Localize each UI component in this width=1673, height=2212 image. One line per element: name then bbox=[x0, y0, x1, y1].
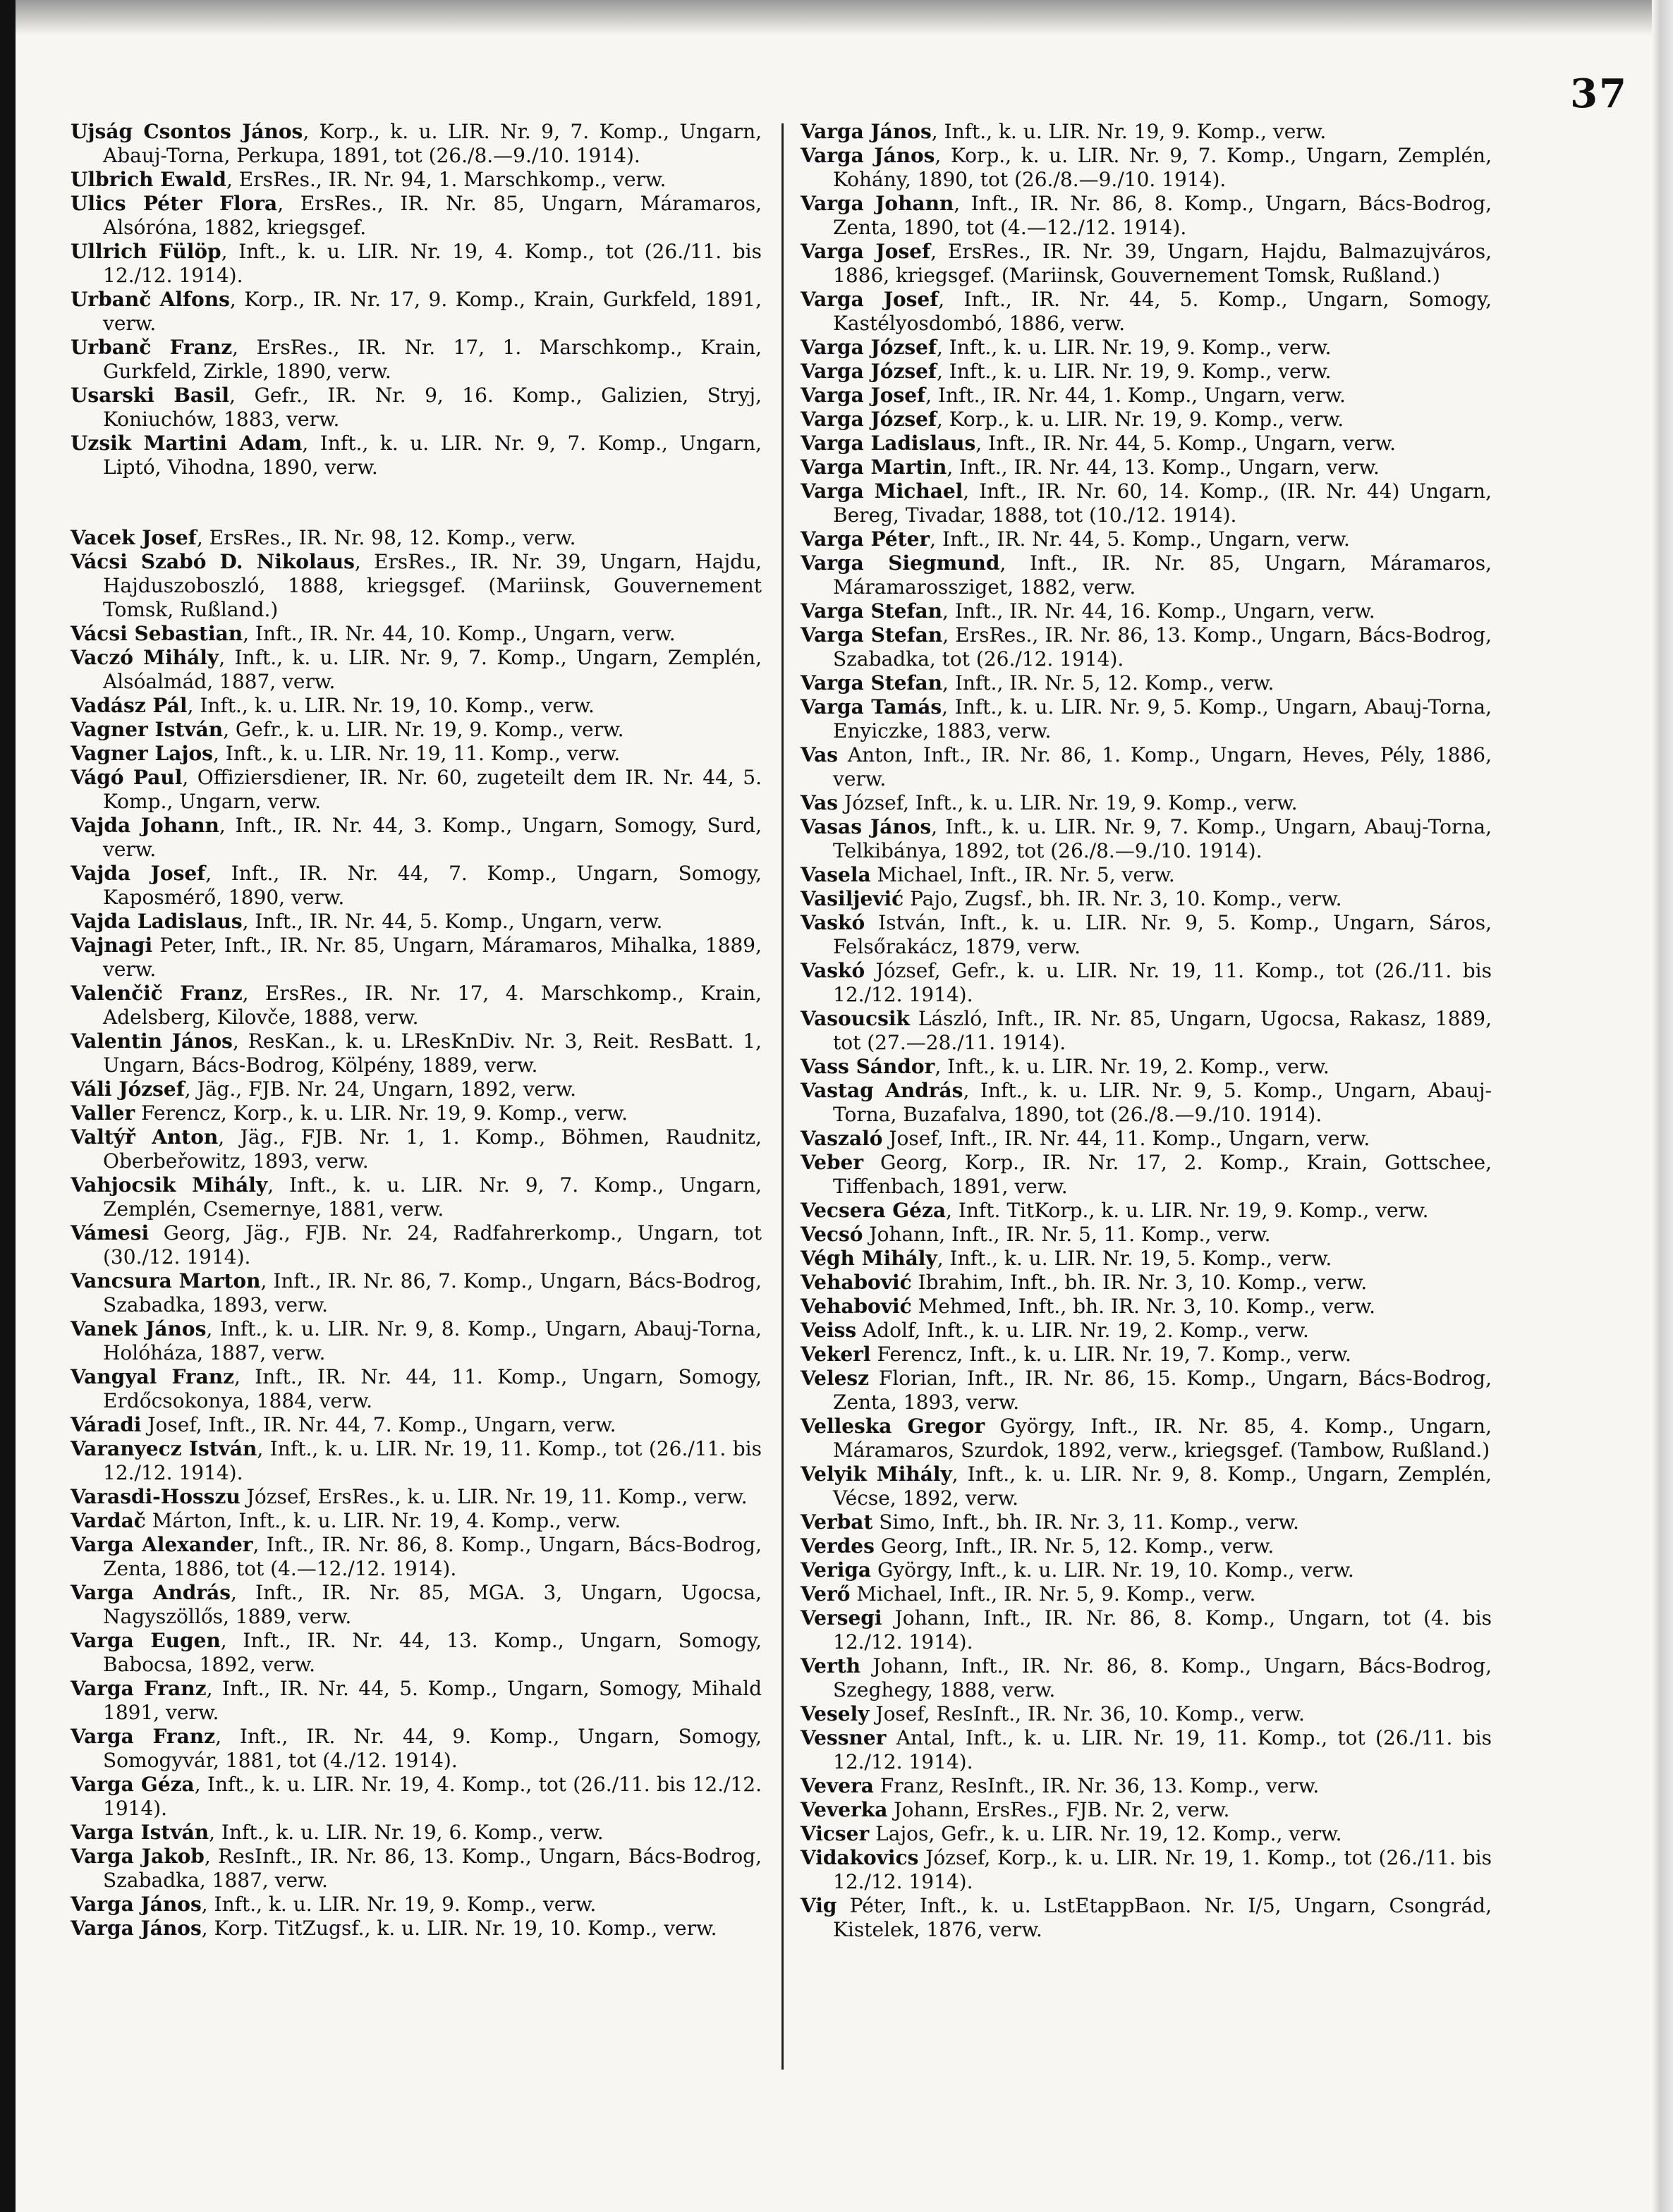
entry-details: , Inft., IR. Nr. 44, 5. Komp., Ungarn, Somogy, Kastélyosdombó, 1886, verw. bbox=[833, 288, 1492, 335]
entry-name: Vig bbox=[801, 1894, 837, 1917]
directory-entry bbox=[801, 695, 1492, 743]
entry-name: Varga István bbox=[71, 1821, 209, 1844]
directory-entry bbox=[801, 1894, 1492, 1942]
entry-name: Vecsera Géza bbox=[801, 1199, 947, 1222]
entry-name: Vajda Ladislaus bbox=[71, 910, 243, 933]
entry-name: Vágó Paul bbox=[71, 766, 183, 789]
directory-entry bbox=[801, 192, 1492, 240]
directory-entry bbox=[71, 766, 762, 814]
entry-name: Varga Géza bbox=[71, 1773, 195, 1796]
entry-name: Vaszaló bbox=[801, 1127, 883, 1150]
directory-entry bbox=[71, 1077, 762, 1101]
entry-details: , Inft., k. u. LIR. Nr. 19, 4. Komp., tot (26./11. bis 12./12. 1914). bbox=[103, 1773, 762, 1820]
entry-name: Varga Alexander bbox=[71, 1533, 253, 1556]
directory-entry bbox=[71, 982, 762, 1029]
entry-name: Vessner bbox=[801, 1726, 887, 1749]
entry-details: , ResInft., IR. Nr. 86, 13. Komp., Ungarn, Bács-Bodrog, Szabadka, 1887, verw. bbox=[103, 1845, 762, 1892]
directory-entry bbox=[71, 1413, 762, 1437]
directory-entry bbox=[71, 1317, 762, 1365]
entry-details: József, ErsRes., k. u. LIR. Nr. 19, 11. Komp., verw. bbox=[240, 1485, 748, 1508]
directory-entry bbox=[71, 910, 762, 934]
entry-name: Vangyal Franz bbox=[71, 1365, 234, 1388]
entry-name: Verbat bbox=[801, 1510, 873, 1534]
entry-name: Varga Franz bbox=[71, 1725, 216, 1748]
entry-name: Verth bbox=[801, 1654, 861, 1678]
directory-entry bbox=[801, 1199, 1492, 1223]
entry-name: Vicser bbox=[801, 1822, 870, 1845]
entry-name: Vesely bbox=[801, 1702, 870, 1725]
entry-details: , Inft., IR. Nr. 85, MGA. 3, Ungarn, Ugocsa, Nagyszöllős, 1889, verw. bbox=[103, 1581, 762, 1628]
directory-entry bbox=[71, 862, 762, 910]
directory-entry bbox=[801, 815, 1492, 863]
entry-name: Varasdi-Hosszu bbox=[71, 1485, 241, 1508]
entry-name: Varga József bbox=[801, 408, 937, 431]
entry-details: , Inft., IR. Nr. 86, 7. Komp., Ungarn, Bács-Bodrog, Szabadka, 1893, verw. bbox=[103, 1269, 762, 1316]
entry-details: , Offiziersdiener, IR. Nr. 60, zugeteilt dem IR. Nr. 44, 5. Komp., Ungarn, verw. bbox=[103, 766, 762, 813]
directory-entry bbox=[801, 791, 1492, 815]
entry-details: József, Korp., k. u. LIR. Nr. 19, 1. Komp., tot (26./11. bis 12./12. 1914). bbox=[833, 1846, 1492, 1893]
entry-name: Vadász Pál bbox=[71, 694, 188, 717]
directory-entry bbox=[71, 1365, 762, 1413]
entry-name: Varga Stefan bbox=[801, 671, 943, 695]
entry-name: Velyik Mihály bbox=[801, 1462, 952, 1486]
directory-entry bbox=[801, 1582, 1492, 1606]
directory-entry bbox=[801, 1654, 1492, 1702]
entry-details: , Inft., IR. Nr. 5, 12. Komp., verw. bbox=[942, 671, 1274, 695]
entry-name: Váli József bbox=[71, 1077, 185, 1101]
entry-name: Varga Stefan bbox=[801, 623, 943, 647]
directory-entry bbox=[71, 288, 762, 336]
directory-entry bbox=[801, 959, 1492, 1007]
entry-details: , Inft., IR. Nr. 44, 1. Komp., Ungarn, verw. bbox=[925, 384, 1346, 407]
entry-details: Michael, Inft., IR. Nr. 5, 9. Komp., verw. bbox=[850, 1582, 1256, 1606]
directory-entry bbox=[801, 1319, 1492, 1343]
entry-details: , Inft., k. u. LIR. Nr. 9, 8. Komp., Ungarn, Abauj-Torna, Holóháza, 1887, verw. bbox=[103, 1317, 762, 1364]
entry-name: Vajda Johann bbox=[71, 814, 219, 837]
entry-name: Varga András bbox=[71, 1581, 231, 1604]
entry-details: , Jäg., FJB. Nr. 1, 1. Komp., Böhmen, Raudnitz, Oberbeřowitz, 1893, verw. bbox=[103, 1125, 762, 1173]
entry-details: , Inft., k. u. LIR. Nr. 19, 9. Komp., verw. bbox=[931, 120, 1327, 143]
directory-entry bbox=[801, 1558, 1492, 1582]
entry-details: , Inft., IR. Nr. 44, 16. Komp., Ungarn, verw. bbox=[942, 599, 1375, 623]
directory-entry bbox=[801, 863, 1492, 887]
entry-details: , Inft., IR. Nr. 44, 5. Komp., Ungarn, Somogy, Mihald 1891, verw. bbox=[103, 1677, 762, 1724]
entry-name: Varga Franz bbox=[71, 1677, 207, 1700]
entry-name: Ullrich Fülöp bbox=[71, 240, 221, 263]
directory-entry bbox=[801, 527, 1492, 551]
entry-name: Vas bbox=[801, 743, 839, 766]
entry-name: Varga Péter bbox=[801, 527, 930, 551]
entry-name: Vagner István bbox=[71, 718, 224, 741]
entry-name: Varga Michael bbox=[801, 479, 963, 503]
directory-entry bbox=[801, 336, 1492, 360]
directory-entry bbox=[801, 1367, 1492, 1414]
entry-name: Vagner Lajos bbox=[71, 742, 213, 765]
entry-details: , Inft., IR. Nr. 60, 14. Komp., (IR. Nr. 44) Ungarn, Bereg, Tivadar, 1888, tot (10./12. 1914). bbox=[833, 479, 1492, 527]
entry-name: Vasiljević bbox=[801, 887, 904, 910]
entry-details: Johann, Inft., IR. Nr. 86, 8. Komp., Ungarn, tot (4. bis 12./12. 1914). bbox=[833, 1606, 1492, 1654]
entry-details: Mehmed, Inft., bh. IR. Nr. 3, 10. Komp., verw. bbox=[911, 1295, 1375, 1318]
entry-details: , Gefr., k. u. LIR. Nr. 19, 9. Komp., verw. bbox=[223, 718, 624, 741]
entry-details: , Inft., k. u. LIR. Nr. 19, 11. Komp., tot (26./11. bis 12./12. 1914). bbox=[103, 1437, 762, 1484]
entry-name: Varga János bbox=[801, 120, 932, 143]
entry-details: , Inft., k. u. LIR. Nr. 9, 7. Komp., Ungarn, Zemplén, Alsóalmád, 1887, verw. bbox=[103, 646, 762, 693]
entry-details: , Inft., IR. Nr. 44, 3. Komp., Ungarn, Somogy, Surd, verw. bbox=[103, 814, 762, 861]
entry-details: Simo, Inft., bh. IR. Nr. 3, 11. Komp., verw. bbox=[872, 1510, 1299, 1534]
directory-entry bbox=[71, 646, 762, 694]
entry-details: Ferencz, Korp., k. u. LIR. Nr. 19, 9. Komp., verw. bbox=[135, 1101, 628, 1125]
entry-name: Varga József bbox=[801, 360, 937, 383]
entry-details: , Inft., k. u. LIR. Nr. 9, 5. Komp., Ungarn, Abauj-Torna, Enyiczke, 1883, verw. bbox=[833, 695, 1492, 743]
entry-name: Varga János bbox=[71, 1893, 202, 1916]
entry-name: Vastag András bbox=[801, 1079, 963, 1102]
directory-entry bbox=[801, 599, 1492, 623]
directory-entry bbox=[801, 1774, 1492, 1798]
section-gap bbox=[71, 479, 762, 526]
entry-details: , Korp., k. u. LIR. Nr. 9, 7. Komp., Ungarn, Abauj-Torna, Perkupa, 1891, tot (26./8.—9./10. 1914). bbox=[103, 120, 762, 167]
entry-name: Valler bbox=[71, 1101, 135, 1125]
entry-name: Valenčič Franz bbox=[71, 982, 243, 1005]
directory-entry bbox=[801, 1079, 1492, 1127]
directory-entry bbox=[801, 911, 1492, 959]
entry-name: Varga József bbox=[801, 336, 937, 359]
entry-name: Vecsó bbox=[801, 1223, 863, 1246]
directory-entry bbox=[801, 1295, 1492, 1319]
entry-name: Varga Eugen bbox=[71, 1629, 221, 1652]
directory-entry bbox=[71, 1773, 762, 1821]
directory-entry bbox=[71, 550, 762, 622]
directory-entry bbox=[71, 1437, 762, 1485]
entry-details: Florian, Inft., IR. Nr. 86, 15. Komp., Ungarn, Bács-Bodrog, Zenta, 1893, verw. bbox=[833, 1367, 1492, 1414]
scan-edge-left bbox=[0, 0, 16, 2212]
directory-entry bbox=[801, 360, 1492, 384]
right-column bbox=[801, 120, 1492, 1942]
directory-entry bbox=[801, 1247, 1492, 1271]
entry-name: Urbanč Alfons bbox=[71, 288, 230, 311]
directory-entry bbox=[71, 934, 762, 982]
entry-name: Varga Stefan bbox=[801, 599, 943, 623]
entry-details: , Inft., IR. Nr. 44, 13. Komp., Ungarn, verw. bbox=[947, 456, 1380, 479]
entry-name: Vacek Josef bbox=[71, 526, 197, 549]
directory-entry bbox=[801, 887, 1492, 911]
directory-entry bbox=[71, 526, 762, 550]
directory-entry bbox=[71, 814, 762, 862]
entry-name: Vahjocsik Mihály bbox=[71, 1173, 268, 1197]
directory-entry bbox=[71, 336, 762, 384]
entry-name: Velesz bbox=[801, 1367, 870, 1390]
entry-name: Ujság Csontos János bbox=[71, 120, 303, 143]
directory-entry bbox=[801, 1534, 1492, 1558]
entry-details: Péter, Inft., k. u. LstEtappBaon. Nr. I/5, Ungarn, Csongrád, Kistelek, 1876, verw. bbox=[833, 1894, 1492, 1941]
scan-edge-top bbox=[0, 0, 1673, 35]
entry-details: György, Inft., IR. Nr. 85, 4. Komp., Ungarn, Máramaros, Szurdok, 1892, verw., kriegsgef. (Tambow, Rußland.) bbox=[833, 1414, 1492, 1462]
entry-details: Josef, Inft., IR. Nr. 44, 11. Komp., Ungarn, verw. bbox=[882, 1127, 1370, 1150]
directory-entry bbox=[801, 240, 1492, 288]
entry-details: , Gefr., IR. Nr. 9, 16. Komp., Galizien, Stryj, Koniuchów, 1883, verw. bbox=[103, 384, 762, 431]
entry-details: , ErsRes., IR. Nr. 86, 13. Komp., Ungarn, Bács-Bodrog, Szabadka, tot (26./12. 1914). bbox=[833, 623, 1492, 671]
entry-name: Vajnagi bbox=[71, 934, 153, 957]
entry-name: Varga Josef bbox=[801, 384, 926, 407]
entry-details: , ResKan., k. u. LResKnDiv. Nr. 3, Reit. ResBatt. 1, Ungarn, Bács-Bodrog, Kölpény, 1889, verw. bbox=[103, 1029, 762, 1077]
entry-details: Johann, Inft., IR. Nr. 5, 11. Komp., verw. bbox=[863, 1223, 1271, 1246]
entry-details: , Inft., k. u. LIR. Nr. 19, 4. Komp., tot (26./11. bis 12./12. 1914). bbox=[103, 240, 762, 287]
entry-details: , Korp. TitZugsf., k. u. LIR. Nr. 19, 10. Komp., verw. bbox=[201, 1917, 717, 1940]
entry-details: Georg, Inft., IR. Nr. 5, 12. Komp., verw. bbox=[874, 1534, 1274, 1558]
entry-details: Georg, Korp., IR. Nr. 17, 2. Komp., Krain, Gottschee, Tiffenbach, 1891, verw. bbox=[833, 1151, 1492, 1198]
directory-entry bbox=[801, 479, 1492, 527]
directory-entry bbox=[71, 1893, 762, 1917]
directory-entry bbox=[801, 1726, 1492, 1774]
entry-name: Versegi bbox=[801, 1606, 882, 1630]
directory-entry bbox=[801, 1151, 1492, 1199]
entry-name: Vaczó Mihály bbox=[71, 646, 219, 669]
entry-details: , Korp., IR. Nr. 17, 9. Komp., Krain, Gurkfeld, 1891, verw. bbox=[103, 288, 762, 335]
entry-name: Varga Tamás bbox=[801, 695, 942, 719]
entry-details: , Korp., k. u. LIR. Nr. 19, 9. Komp., verw. bbox=[936, 408, 1344, 431]
directory-entry bbox=[71, 1725, 762, 1773]
scan-edge-right bbox=[1652, 0, 1673, 2212]
entry-name: Végh Mihály bbox=[801, 1247, 937, 1270]
entry-details: , Inft., k. u. LIR. Nr. 9, 7. Komp., Ungarn, Zemplén, Csemernye, 1881, verw. bbox=[103, 1173, 762, 1221]
entry-name: Varga Johann bbox=[801, 192, 954, 215]
directory-entry bbox=[71, 1917, 762, 1941]
entry-details: , Inft., IR. Nr. 44, 11. Komp., Ungarn, Somogy, Erdőcsokonya, 1884, verw. bbox=[103, 1365, 762, 1412]
entry-name: Vácsi Sebastian bbox=[71, 622, 243, 645]
entry-name: Veriga bbox=[801, 1558, 872, 1582]
entry-details: , Inft., k. u. LIR. Nr. 19, 6. Komp., verw. bbox=[209, 1821, 604, 1844]
entry-details: Ferencz, Inft., k. u. LIR. Nr. 19, 7. Komp., verw. bbox=[870, 1343, 1351, 1366]
entry-details: Peter, Inft., IR. Nr. 85, Ungarn, Máramaros, Mihalka, 1889, verw. bbox=[103, 934, 762, 981]
entry-details: , Inft., k. u. LIR. Nr. 19, 11. Komp., verw. bbox=[212, 742, 621, 765]
entry-name: Ulbrich Ewald bbox=[71, 168, 226, 191]
entry-name: Varga Ladislaus bbox=[801, 432, 976, 455]
directory-entry bbox=[801, 1271, 1492, 1295]
entry-name: Ulics Péter Flora bbox=[71, 192, 278, 215]
directory-entry bbox=[801, 1822, 1492, 1846]
entry-details: Márton, Inft., k. u. LIR. Nr. 19, 4. Komp., verw. bbox=[145, 1509, 621, 1532]
entry-details: , ErsRes., IR. Nr. 39, Ungarn, Hajdu, Hajduszoboszló, 1888, kriegsgef. (Mariinsk, Gouvernement Tomsk, Rußland.) bbox=[103, 550, 762, 621]
entry-details: , Inft., k. u. LIR. Nr. 19, 9. Komp., verw. bbox=[936, 336, 1332, 359]
entry-name: Valtýř Anton bbox=[71, 1125, 219, 1149]
entry-name: Verő bbox=[801, 1582, 851, 1606]
entry-details: , Inft., IR. Nr. 44, 5. Komp., Ungarn, verw. bbox=[242, 910, 663, 933]
directory-entry bbox=[71, 1221, 762, 1269]
directory-entry bbox=[71, 718, 762, 742]
directory-entry bbox=[71, 1533, 762, 1581]
entry-details: József, Inft., k. u. LIR. Nr. 19, 9. Komp., verw. bbox=[838, 791, 1298, 814]
entry-name: Vaskó bbox=[801, 959, 865, 982]
entry-details: , ErsRes., IR. Nr. 17, 1. Marschkomp., Krain, Gurkfeld, Zirkle, 1890, verw. bbox=[103, 336, 762, 383]
directory-entry bbox=[71, 240, 762, 288]
directory-entry bbox=[71, 1821, 762, 1845]
entry-details: Michael, Inft., IR. Nr. 5, verw. bbox=[870, 863, 1175, 886]
column-divider bbox=[781, 123, 784, 2070]
directory-entry bbox=[801, 1702, 1492, 1726]
entry-details: , Inft., IR. Nr. 86, 8. Komp., Ungarn, Bács-Bodrog, Zenta, 1886, tot (4.—12./12. 1914). bbox=[103, 1533, 762, 1580]
directory-entry bbox=[71, 1125, 762, 1173]
entry-details: Anton, Inft., IR. Nr. 86, 1. Komp., Ungarn, Heves, Pély, 1886, verw. bbox=[833, 743, 1492, 790]
directory-entry bbox=[801, 1606, 1492, 1654]
entry-name: Vanek János bbox=[71, 1317, 207, 1340]
entry-name: Varga János bbox=[71, 1917, 202, 1940]
entry-details: Adolf, Inft., k. u. LIR. Nr. 19, 2. Komp., verw. bbox=[856, 1319, 1309, 1342]
entry-details: György, Inft., k. u. LIR. Nr. 19, 10. Komp., verw. bbox=[871, 1558, 1354, 1582]
entry-name: Vass Sándor bbox=[801, 1055, 935, 1078]
entry-details: , Inft., k. u. LIR. Nr. 19, 5. Komp., verw. bbox=[937, 1247, 1332, 1270]
directory-entry bbox=[71, 1581, 762, 1629]
directory-entry bbox=[71, 1509, 762, 1533]
entry-details: , Inft., IR. Nr. 44, 5. Komp., Ungarn, verw. bbox=[975, 432, 1397, 455]
directory-entry bbox=[801, 1510, 1492, 1534]
directory-entry bbox=[71, 1173, 762, 1221]
directory-entry bbox=[801, 1414, 1492, 1462]
directory-entry bbox=[801, 384, 1492, 408]
entry-details: , ErsRes., IR. Nr. 85, Ungarn, Máramaros, Alsóróna, 1882, kriegsgef. bbox=[103, 192, 762, 239]
directory-entry bbox=[71, 1845, 762, 1893]
entry-details: , Inft., k. u. LIR. Nr. 19, 9. Komp., verw. bbox=[936, 360, 1332, 383]
directory-entry bbox=[801, 120, 1492, 144]
left-column bbox=[71, 120, 762, 1941]
entry-name: Uzsik Martini Adam bbox=[71, 432, 303, 455]
entry-details: , Inft., k. u. LIR. Nr. 9, 8. Komp., Ungarn, Zemplén, Vécse, 1892, verw. bbox=[833, 1462, 1492, 1510]
entry-details: , Inft., k. u. LIR. Nr. 9, 7. Komp., Ungarn, Liptó, Vihodna, 1890, verw. bbox=[103, 432, 762, 479]
directory-entry bbox=[801, 1343, 1492, 1367]
entry-details: , Inft., IR. Nr. 44, 13. Komp., Ungarn, Somogy, Babocsa, 1892, verw. bbox=[103, 1629, 762, 1676]
entry-name: Vaskó bbox=[801, 911, 865, 934]
entry-name: Vidakovics bbox=[801, 1846, 919, 1869]
entry-name: Vasoucsik bbox=[801, 1007, 910, 1030]
entry-name: Vas bbox=[801, 791, 839, 814]
entry-name: Vardač bbox=[71, 1509, 146, 1532]
entry-details: Lajos, Gefr., k. u. LIR. Nr. 19, 12. Komp., verw. bbox=[869, 1822, 1342, 1845]
directory-entry bbox=[801, 743, 1492, 791]
entry-details: Josef, ResInft., IR. Nr. 36, 10. Komp., verw. bbox=[869, 1702, 1305, 1725]
directory-entry bbox=[801, 1223, 1492, 1247]
entry-name: Velleska Gregor bbox=[801, 1414, 985, 1438]
directory-entry bbox=[71, 1677, 762, 1725]
entry-name: Urbanč Franz bbox=[71, 336, 233, 359]
entry-name: Vasela bbox=[801, 863, 871, 886]
entry-details: Georg, Jäg., FJB. Nr. 24, Radfahrerkomp., Ungarn, tot (30./12. 1914). bbox=[103, 1221, 762, 1269]
entry-name: Vámesi bbox=[71, 1221, 150, 1245]
directory-entry bbox=[71, 1269, 762, 1317]
entry-name: Varanyecz István bbox=[71, 1437, 257, 1460]
directory-entry bbox=[71, 432, 762, 479]
entry-details: Ibrahim, Inft., bh. IR. Nr. 3, 10. Komp., verw. bbox=[911, 1271, 1368, 1294]
entry-details: Antal, Inft., k. u. LIR. Nr. 19, 11. Komp., tot (26./11. bis 12./12. 1914). bbox=[833, 1726, 1492, 1773]
entry-name: Varga János bbox=[801, 144, 935, 167]
entry-details: Johann, ErsRes., FJB. Nr. 2, verw. bbox=[887, 1798, 1230, 1821]
entry-name: Usarski Basil bbox=[71, 384, 230, 407]
entry-name: Vasas János bbox=[801, 815, 932, 838]
entry-details: , Inft., k. u. LIR. Nr. 19, 2. Komp., verw. bbox=[935, 1055, 1330, 1078]
directory-entry bbox=[801, 551, 1492, 599]
directory-entry bbox=[801, 408, 1492, 432]
entry-details: , Inft. TitKorp., k. u. LIR. Nr. 19, 9. Komp., verw. bbox=[946, 1199, 1429, 1222]
entry-details: , Korp., k. u. LIR. Nr. 9, 7. Komp., Ungarn, Zemplén, Kohány, 1890, tot (26./8.—9./10. 1914). bbox=[833, 144, 1492, 191]
entry-details: Johann, Inft., IR. Nr. 86, 8. Komp., Ungarn, Bács-Bodrog, Szeghegy, 1888, verw. bbox=[833, 1654, 1492, 1701]
entry-name: Valentin János bbox=[71, 1029, 233, 1053]
entry-details: László, Inft., IR. Nr. 85, Ungarn, Ugocsa, Rakasz, 1889, tot (27.—28./11. 1914). bbox=[833, 1007, 1492, 1054]
directory-entry bbox=[71, 622, 762, 646]
directory-entry bbox=[71, 120, 762, 168]
directory-entry bbox=[801, 623, 1492, 671]
entry-name: Verdes bbox=[801, 1534, 875, 1558]
directory-entry bbox=[71, 384, 762, 432]
directory-entry bbox=[71, 1485, 762, 1509]
directory-entry bbox=[801, 1798, 1492, 1822]
entry-details: , Inft., k. u. LIR. Nr. 9, 5. Komp., Ungarn, Abauj-Torna, Buzafalva, 1890, tot (26./8.—9./10. 1914). bbox=[833, 1079, 1492, 1126]
directory-entry bbox=[801, 1055, 1492, 1079]
directory-entry bbox=[801, 432, 1492, 456]
entry-details: Josef, Inft., IR. Nr. 44, 7. Komp., Ungarn, verw. bbox=[141, 1413, 616, 1436]
entry-name: Vancsura Marton bbox=[71, 1269, 261, 1293]
directory-entry bbox=[801, 1846, 1492, 1894]
directory-entry bbox=[71, 168, 762, 192]
directory-entry bbox=[801, 1007, 1492, 1055]
entry-details: Franz, ResInft., IR. Nr. 36, 13. Komp., verw. bbox=[873, 1774, 1320, 1797]
entry-details: , ErsRes., IR. Nr. 94, 1. Marschkomp., verw. bbox=[226, 168, 667, 191]
entry-details: , ErsRes., IR. Nr. 98, 12. Komp., verw. bbox=[196, 526, 576, 549]
entry-name: Vajda Josef bbox=[71, 862, 206, 885]
directory-entry bbox=[71, 192, 762, 240]
entry-details: , Inft., k. u. LIR. Nr. 9, 7. Komp., Ungarn, Abauj-Torna, Telkibánya, 1892, tot (26./8.—9./10. 1914). bbox=[833, 815, 1492, 862]
directory-entry bbox=[71, 1029, 762, 1077]
directory-entry bbox=[71, 694, 762, 718]
entry-name: Váradi bbox=[71, 1413, 142, 1436]
directory-entry bbox=[801, 671, 1492, 695]
page-number: 37 bbox=[1570, 71, 1628, 117]
entry-name: Vekerl bbox=[801, 1343, 871, 1366]
entry-details: József, Gefr., k. u. LIR. Nr. 19, 11. Komp., tot (26./11. bis 12./12. 1914). bbox=[833, 959, 1492, 1006]
directory-entry bbox=[71, 742, 762, 766]
entry-details: , Inft., k. u. LIR. Nr. 19, 9. Komp., verw. bbox=[201, 1893, 597, 1916]
entry-name: Vevera bbox=[801, 1774, 874, 1797]
entry-details: , Inft., IR. Nr. 44, 7. Komp., Ungarn, Somogy, Kaposmérő, 1890, verw. bbox=[103, 862, 762, 909]
entry-name: Varga Siegmund bbox=[801, 551, 1000, 575]
entry-name: Vehabović bbox=[801, 1271, 912, 1294]
entry-details: , Inft., IR. Nr. 44, 5. Komp., Ungarn, verw. bbox=[930, 527, 1350, 551]
entry-details: , Jäg., FJB. Nr. 24, Ungarn, 1892, verw. bbox=[184, 1077, 577, 1101]
directory-entry bbox=[801, 144, 1492, 192]
directory-entry bbox=[801, 1462, 1492, 1510]
directory-entry bbox=[801, 1127, 1492, 1151]
entry-name: Varga Martin bbox=[801, 456, 947, 479]
entry-name: Varga Jakob bbox=[71, 1845, 205, 1868]
entry-details: , Inft., IR. Nr. 86, 8. Komp., Ungarn, Bács-Bodrog, Zenta, 1890, tot (4.—12./12. 1914). bbox=[833, 192, 1492, 239]
entry-name: Veiss bbox=[801, 1319, 857, 1342]
directory-entry bbox=[801, 456, 1492, 479]
entry-details: , Inft., IR. Nr. 44, 10. Komp., Ungarn, verw. bbox=[243, 622, 676, 645]
entry-details: , ErsRes., IR. Nr. 39, Ungarn, Hajdu, Balmazujváros, 1886, kriegsgef. (Mariinsk, Gouvernement Tomsk, Rußland.) bbox=[833, 240, 1492, 287]
entry-name: Veber bbox=[801, 1151, 864, 1174]
directory-entry bbox=[801, 288, 1492, 336]
entry-name: Veverka bbox=[801, 1798, 888, 1821]
directory-entry bbox=[71, 1101, 762, 1125]
entry-details: , Inft., k. u. LIR. Nr. 19, 10. Komp., verw. bbox=[187, 694, 595, 717]
entry-details: Pajo, Zugsf., bh. IR. Nr. 3, 10. Komp., verw. bbox=[904, 887, 1342, 910]
entry-details: István, Inft., k. u. LIR. Nr. 9, 5. Komp., Ungarn, Sáros, Felsőrakácz, 1879, verw. bbox=[833, 911, 1492, 958]
directory-entry bbox=[71, 1629, 762, 1677]
entry-details: , ErsRes., IR. Nr. 17, 4. Marschkomp., Krain, Adelsberg, Kilovče, 1888, verw. bbox=[103, 982, 762, 1029]
entry-name: Vehabović bbox=[801, 1295, 912, 1318]
entry-details: , Inft., IR. Nr. 44, 9. Komp., Ungarn, Somogy, Somogyvár, 1881, tot (4./12. 1914). bbox=[103, 1725, 762, 1772]
entry-details: , Inft., IR. Nr. 85, Ungarn, Máramaros, Máramarossziget, 1882, verw. bbox=[833, 551, 1492, 599]
entry-name: Vácsi Szabó D. Nikolaus bbox=[71, 550, 355, 573]
entry-name: Varga Josef bbox=[801, 240, 931, 263]
entry-name: Varga Josef bbox=[801, 288, 939, 311]
